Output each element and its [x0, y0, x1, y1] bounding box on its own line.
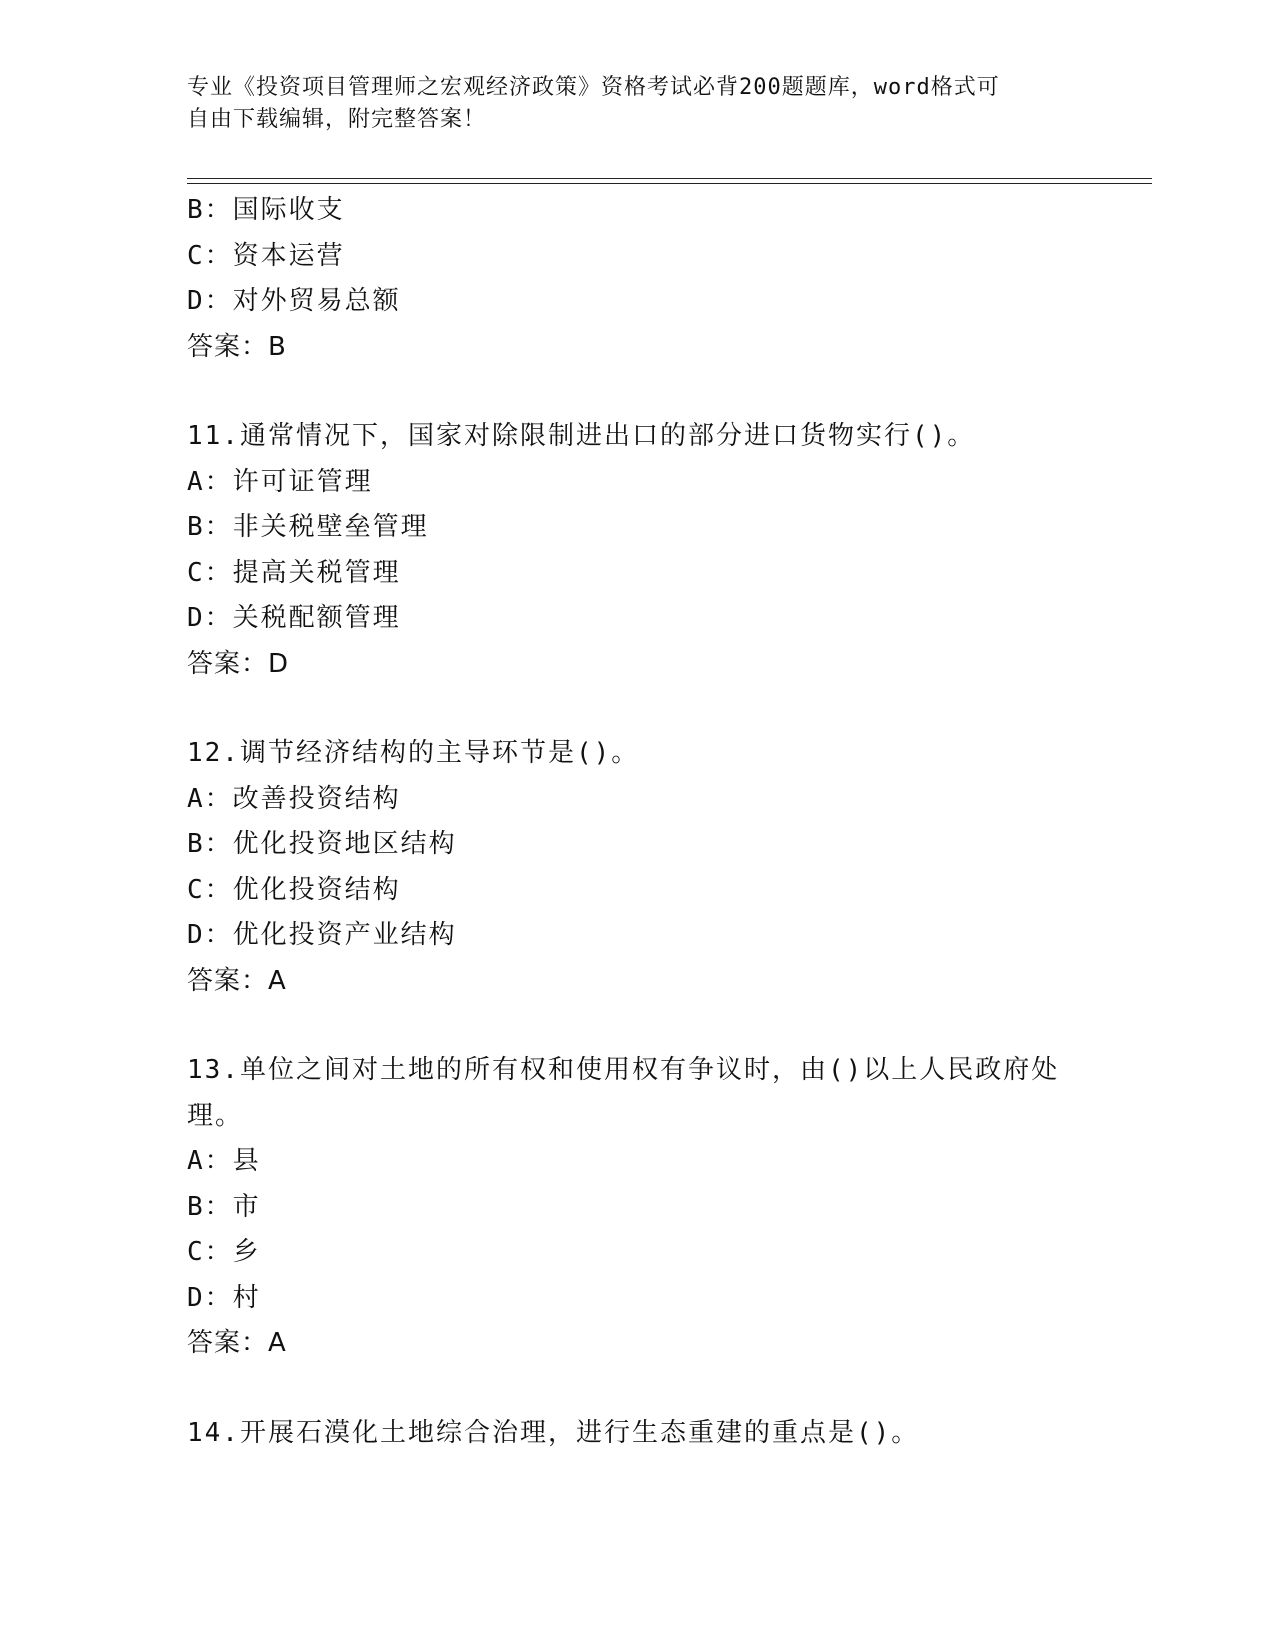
question-block-10 — [187, 188, 1087, 370]
header-line-2: 自由下载编辑，附完整答案！ — [187, 107, 487, 132]
option-d: D：关税配额管理 — [187, 603, 401, 633]
option-a: A：许可证管理 — [187, 466, 373, 497]
question-text-line-1: 13.单位之间对土地的所有权和使用权有争议时，由()以上人民政府处 — [187, 1055, 1060, 1085]
option-c: C：乡 — [187, 1237, 261, 1267]
question-block-11 — [187, 414, 1087, 687]
spacer — [187, 1367, 1087, 1411]
option-d: D：村 — [187, 1282, 261, 1313]
question-text: 11.通常情况下，国家对除限制进出口的部分进口货物实行()。 — [187, 421, 976, 451]
option-b: B：非关税壁垒管理 — [187, 512, 429, 542]
spacer — [187, 1004, 1087, 1048]
spacer — [187, 370, 1087, 414]
question-text: 12.调节经济结构的主导环节是()。 — [187, 738, 640, 768]
question-block-12 — [187, 731, 1087, 1004]
option-c: C：资本运营 — [187, 240, 345, 271]
document-header — [187, 72, 1067, 136]
option-c: C：优化投资结构 — [187, 874, 401, 905]
header-line-1: 专业《投资项目管理师之宏观经济政策》资格考试必背200题题库，word格式可 — [187, 75, 1000, 100]
option-a: A：县 — [187, 1146, 261, 1176]
option-a: A：改善投资结构 — [187, 783, 401, 814]
answer-line: 答案：A — [187, 1328, 287, 1358]
question-text: 14.开展石漠化土地综合治理，进行生态重建的重点是()。 — [187, 1417, 920, 1448]
option-b: B：市 — [187, 1191, 261, 1222]
answer-line: 答案：A — [187, 965, 287, 996]
question-block-13 — [187, 1048, 1087, 1367]
header-divider-top — [187, 178, 1152, 179]
question-text-line-2: 理。 — [187, 1100, 244, 1131]
question-list — [187, 188, 1087, 1456]
answer-line: 答案：D — [187, 648, 290, 679]
option-d: D：对外贸易总额 — [187, 286, 401, 316]
option-c: C：提高关税管理 — [187, 557, 401, 588]
header-divider-bottom — [187, 183, 1152, 184]
question-block-14 — [187, 1411, 1087, 1457]
spacer — [187, 687, 1087, 731]
option-b: B：优化投资地区结构 — [187, 829, 457, 859]
option-d: D：优化投资产业结构 — [187, 920, 457, 950]
answer-line: 答案：B — [187, 331, 287, 362]
option-b: B：国际收支 — [187, 195, 345, 225]
